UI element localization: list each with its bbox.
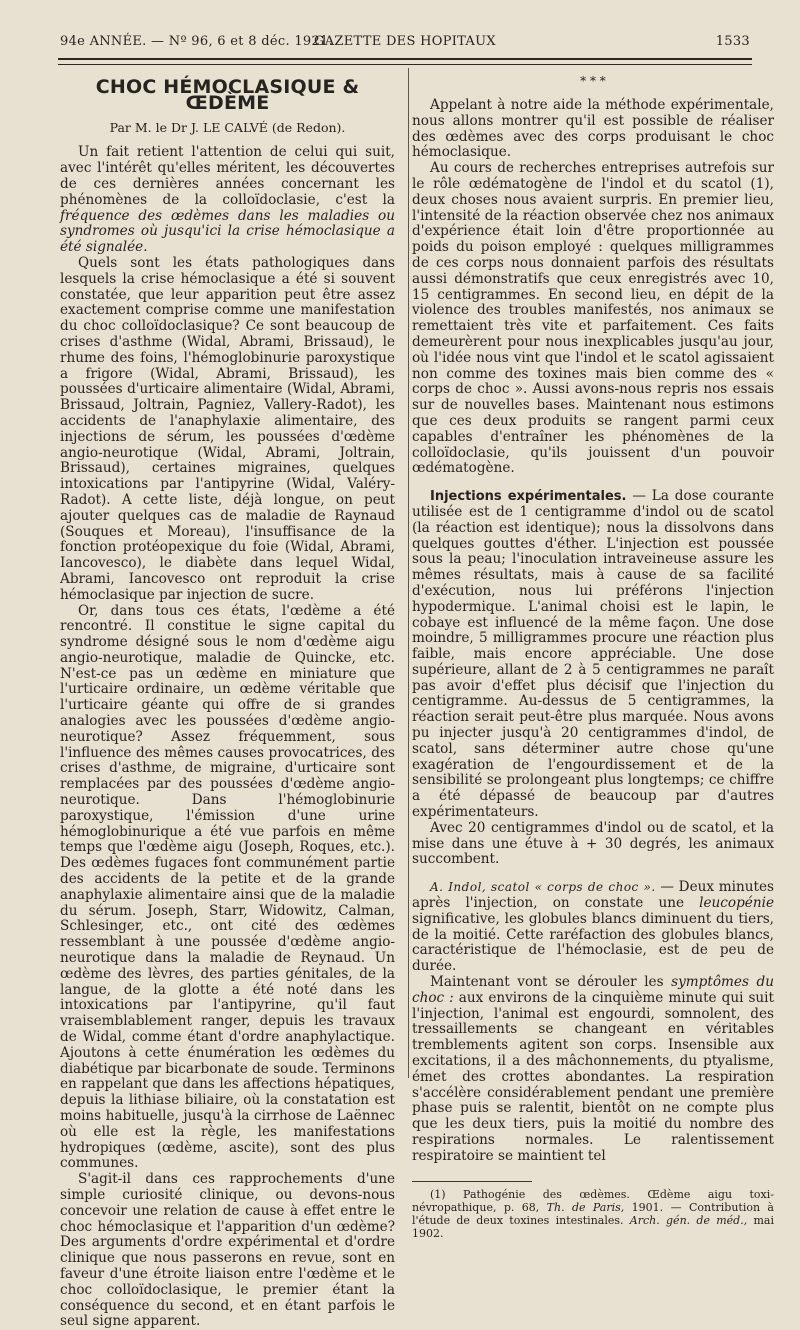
section-heading-injections: Injections expérimentales. <box>430 489 627 505</box>
column-divider <box>408 68 409 1078</box>
paragraph-question: S'agit-il dans ces rapprochements d'une simple curiosité clinique, ou devons-nous concevoir une relation de cause à effet entre le choc hémoclasique et l'apparition d'un œdème? Des arguments d'ordre expérimental et d'ordre clinique que nous passerons en revue, sont en faveur d'une étroite liaison entre l'œdème et le choc colloïdoclasique, le premier étant la conséquence du second, et en étant parfois le seul signe apparent. <box>60 1171 395 1330</box>
injections-text: — La dose courante utilisée est de 1 centigramme d'indol ou de scatol (la réaction est identique); nous la dissolvons dans quelques gouttes d'éther. L'injection est poussée sous la peau; l'inoculation intraveineuse assure les mêmes résultats, mais à cause de sa facilité d'exécution, nous lui préférons l'injection hypodermique. L'animal choisi est le lapin, le cobaye est influencé de la même façon. Une dose moindre, 5 milligrammes procure une réaction plus faible, mais encore appréciable. Une dose supérieure, allant de 2 à 5 centigrammes ne paraît pas avoir d'effet plus décisif que l'injection du centigramme. Au-dessus de 5 centigrammes, la réaction serait peut-être plus marquée. Nous avons pu injecter jusqu'à 20 centigrammes d'indol, de scatol, sans déterminer autre chose qu'une exagération de l'engourdissement et de la sensibilité se prolongeant plus longtemps; ce chiffre a été dépassé de beaucoup par d'autres expérimentateurs. <box>412 488 774 821</box>
paragraph-intro <box>60 145 395 256</box>
paragraph-method: Appelant à notre aide la méthode expérimentale, nous allons montrer qu'il est possible de réaliser des œdèmes avec des corps produisant le choc hémoclasique. <box>412 97 774 161</box>
leucopenie-term: leucopénie <box>699 895 774 912</box>
symptoms-italic: symptômes du choc : <box>412 974 774 1006</box>
paragraph-dose: Avec 20 centigrammes d'indol ou de scatol, et la mise dans une étuve à + 30 degrés, les animaux succombent. <box>412 819 774 868</box>
paragraph-symptoms <box>412 975 774 1165</box>
paragraph-oedema: Or, dans tous ces états, l'œdème a été rencontré. Il constitue le signe capital du syndrome désigné sous le nom d'œdème aigu angio-neurotique, maladie de Quincke, etc. N'est-ce pas un œdème en miniature que l'urticaire ordinaire, un œdème véritable que l'urticaire géante qui offre de si grandes analogies avec les poussées d'œdème angio-neurotique? Assez fréquemment, sous l'influence des mêmes causes provocatrices, des crises d'asthme, de migraine, d'urticaire sont remplacées par des poussées d'œdème angio-neurotique. Dans l'hémoglobinurie paroxystique, l'émission d'une urine hémoglobinurique a été vue parfois en même temps que l'œdème aigu (Joseph, Roques, etc.). Des œdèmes fugaces font communément partie des accidents de la petite et de la grande anaphylaxie alimentaire ainsi que de la maladie du sérum. Joseph, Starr, Widowitz, Calman, Schlesinger, etc., ont cité des œdèmes ressemblant à une poussée d'œdème angio-neurotique dans la maladie de Reynaud. Un œdème des lèvres, des parties génitales, de la langue, de la glotte a été noté dans les intoxications par l'antipyrine, qu'il faut vraisemblablement ranger, depuis les travaux de Widal, comme étant d'ordre anaphylactique. Ajoutons à cette énumération les œdèmes du diabétique par bicarbonate de soude. Terminons en rappelant que dans les affections hépatiques, depuis la lithiase biliaire, où la constatation est moins habituelle, jusqu'à la cirrhose de Laënnec où elle est la règle, les manifestations hydropiques (œdème, ascite), sont des plus communes. <box>60 602 395 1172</box>
publication-title: GAZETTE DES HOPITAUX <box>314 34 496 49</box>
header-rule-thin <box>58 64 752 65</box>
article-title: CHOC HÉMOCLASIQUE & ŒDÈME <box>95 76 360 114</box>
footnote-rule <box>412 1181 532 1182</box>
header-rule-thick <box>58 58 752 60</box>
footnote-text-2: 1901. — Contribution à l'étude de deux toxines intestinales. <box>412 1200 774 1227</box>
symptoms-text-1: Maintenant vont se dérouler les <box>430 974 672 991</box>
right-column <box>412 72 774 1240</box>
issue-info: 94e ANNÉE. — Nº 96, 6 et 8 déc. 1921. <box>60 34 334 49</box>
footnote-italic-2: Arch. gén. de méd., <box>629 1213 748 1227</box>
footnote-italic-1: Th. de Paris, <box>546 1200 625 1214</box>
section-heading-indol: A. Indol, scatol « corps de choc ». <box>430 880 656 895</box>
paragraph-indol-scatol <box>412 880 774 975</box>
indol-text-2: significative, les globules blancs diminuent du tiers, de la moitié. Cette raréfaction des globules blancs, caractéristique de l'hémoclasie, est de peu de durée. <box>412 910 774 975</box>
page-number: 1533 <box>715 34 750 49</box>
intro-text: Un fait retient l'attention de celui qui suit, avec l'intérêt qu'elles méritent, les découvertes de ces dernières années concernant les phénomènes de la colloïdoclasie, c'est la <box>60 144 395 208</box>
paragraph-conditions: Quels sont les états pathologiques dans lesquels la crise hémoclasique a été si souvent constatée, que leur apparition peut être assez exactement comprise comme une manifestation du choc colloïdoclasique? Ce sont beaucoup de crises d'asthme (Widal, Abrami, Brissaud), le rhume des foins, l'hémoglobinurie paroxystique a frigore (Widal, Abrami, Brissaud), les poussées d'urticaire alimentaire (Widal, Abrami, Brissaud, Joltrain, Pagniez, Vallery-Radot), les accidents de l'anaphylaxie alimentaire, des injections de sérum, les poussées d'œdème angio-neurotique (Widal, Abrami, Joltrain, Brissaud), certaines migraines, quelques intoxications par l'antipyrine (Widal, Valéry-Radot). A cette liste, déjà longue, on peut ajouter quelques cas de maladie de Raynaud (Souques et Moreau), l'insuffisance de la fonction protéopexique du foie (Widal, Abrami, Iancovesco), le diabète dans lequel Widal, Abrami, Iancovesco ont reproduit la crise hémoclasique par injection de sucre. <box>60 254 395 603</box>
footnote <box>412 1188 774 1240</box>
footnote-text-1: (1) Pathogénie des œdèmes. Œdème aigu toxi-névropathique, p. 68, <box>412 1187 774 1214</box>
running-head <box>60 34 750 54</box>
paragraph-research: Au cours de recherches entreprises autrefois sur le rôle œdématogène de l'indol et du scatol (1), deux choses nous avaient surpris. En premier lieu, l'intensité de la réaction observée chez nos animaux d'expérience était loin d'être proportionnée au poids du poison employé : quelques milligrammes de ces corps nous donnaient parfois des résultats aussi démonstratifs que ceux enregistrés avec 10, 15 centigrammes. En second lieu, en dépit de la violence des troubles manifestés, nos animaux se remettaient très vite et parfaitement. Ces faits demeurèrent pour nous inexplicables jusqu'au jour, où l'idée nous vint que l'indol et le scatol agissaient non comme des toxines mais bien comme des « corps de choc ». Aussi avons-nous repris nos essais sur de nouvelles bases. Maintenant nous estimons que ces deux produits se rangent parmi ceux capables d'entraîner les phénomènes de la colloïdoclasie, qu'ils jouissent d'un pouvoir œdématogène. <box>412 160 774 477</box>
article-byline: Par M. le Dr J. LE CALVÉ (de Redon). <box>109 119 346 135</box>
symptoms-text-2: aux environs de la cinquième minute qui suit l'injection, l'animal est engourdi, somnolent, des tressaillements se changeant en véritables tremblements agitent son corps. Insensible aux excitations, il a des mâchonnements, du ptyalisme, émet des crottes abondantes. La respiration s'accélère considérablement pendant une première phase puis se ralentit, bientôt on ne compte plus que les deux tiers, puis la moitié du nombre des respirations normales. Le ralentissement respiratoire se maintient tel <box>412 989 774 1164</box>
intro-italic: fréquence des œdèmes dans les maladies ou syndromes où jusqu'ici la crise hémoclasique a été signalée. <box>60 207 395 256</box>
footnote-text-3: mai 1902. <box>412 1213 774 1240</box>
indol-text-1: — Deux minutes après l'injection, on constate une <box>412 879 774 912</box>
left-column <box>60 72 395 1330</box>
paragraph-injections <box>412 489 774 821</box>
section-asterism: * * * <box>580 74 606 88</box>
